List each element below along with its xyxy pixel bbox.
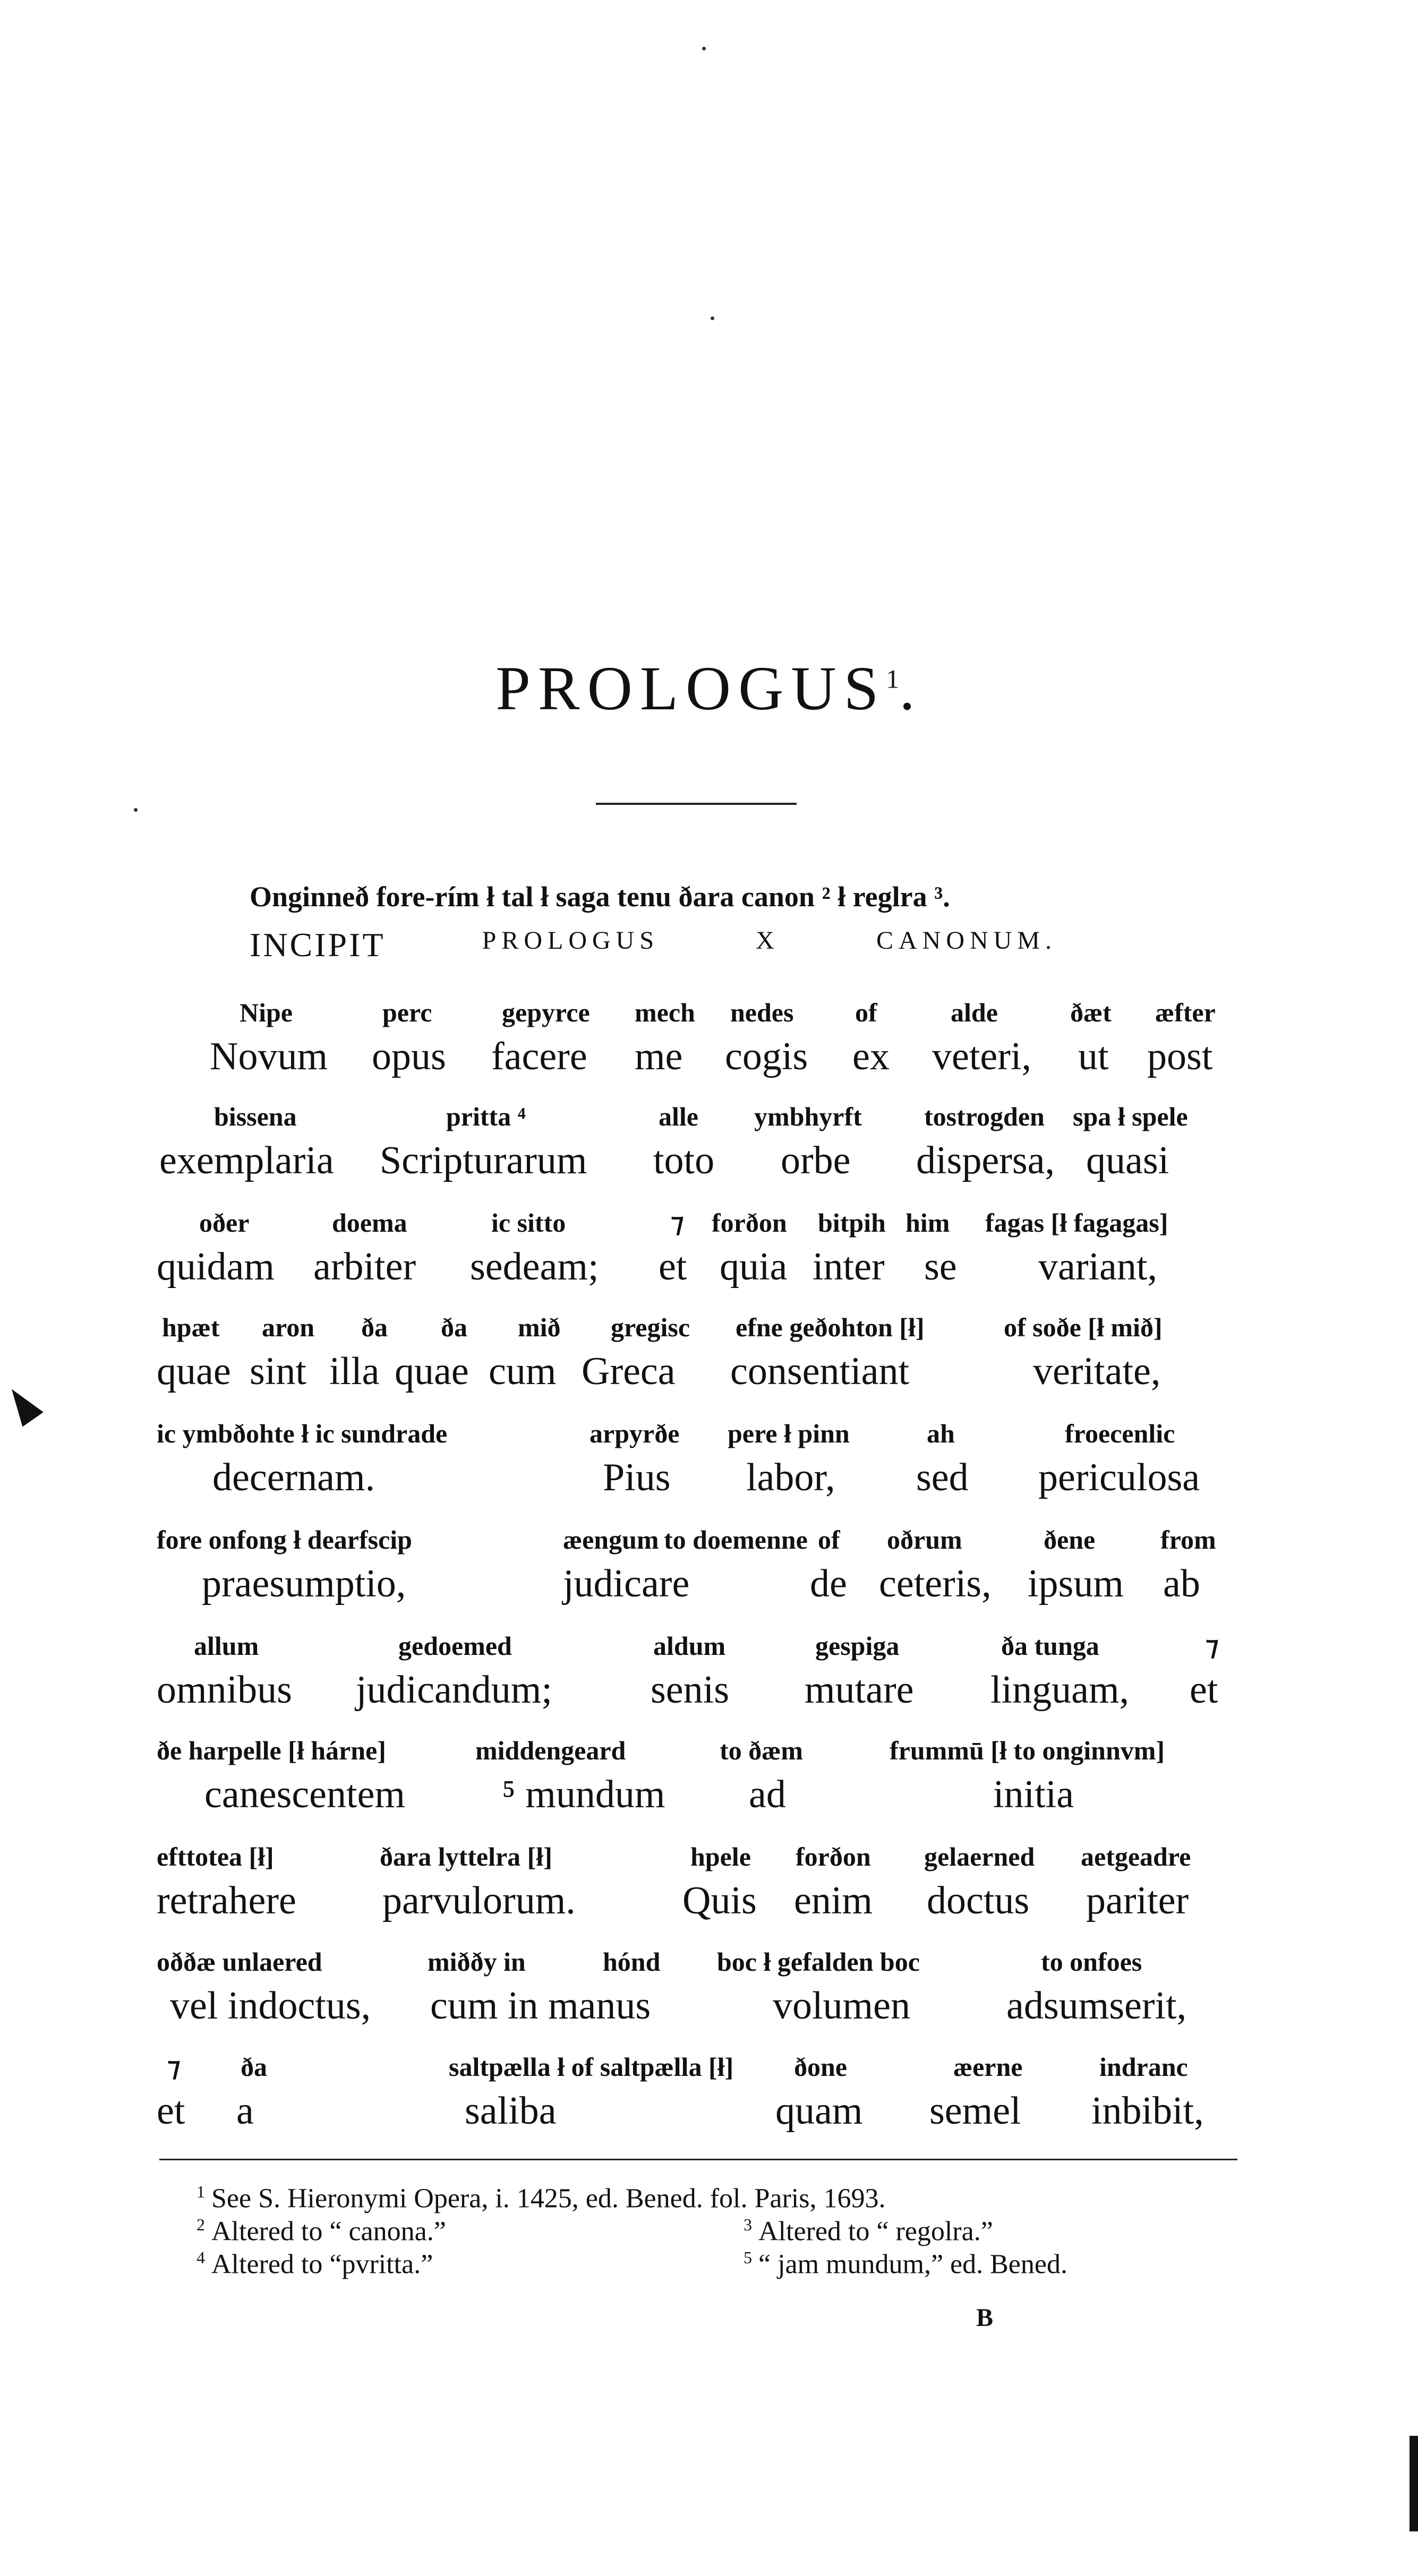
latin-word: ad — [749, 1773, 786, 1816]
gloss-word: ah — [927, 1419, 955, 1448]
gloss-word: from — [1160, 1525, 1216, 1555]
latin-word: judicandum; — [356, 1668, 552, 1712]
gloss-word: efne geðohton [ł] — [736, 1312, 925, 1342]
text-line — [157, 1947, 1235, 2028]
gloss-word: forðon — [796, 1842, 871, 1871]
footnote: $^1$ See S. Hieronymi Opera, i. 1425, ed. Bened. fol. Paris, 1693. — [197, 2182, 886, 2214]
gloss-word: ⁊ — [1206, 1631, 1219, 1661]
latin-word: praesumptio, — [202, 1562, 406, 1605]
latin-word: initia — [993, 1773, 1074, 1816]
latin-word: inter — [813, 1245, 885, 1289]
gloss-word: spa ł spele — [1073, 1102, 1188, 1131]
gloss-word: indranc — [1099, 2052, 1188, 2082]
gloss-word: frummū [ł to onginnvm] — [890, 1736, 1165, 1765]
gloss-word: pritta ⁴ — [446, 1102, 526, 1131]
latin-word: variant, — [1038, 1245, 1157, 1289]
gloss-word: fore onfong ł dearfscip — [157, 1525, 412, 1555]
gloss-word: to doemenne — [664, 1525, 808, 1555]
latin-word: quia — [720, 1245, 788, 1289]
gloss-word: fagas [ł fagagas] — [985, 1208, 1168, 1238]
latin-word: judicare — [563, 1562, 690, 1605]
gloss-word: ðone — [794, 2052, 847, 2082]
latin-word: pariter — [1086, 1879, 1189, 1922]
latin-word: volumen — [773, 1984, 910, 2028]
latin-word: decernam. — [212, 1456, 375, 1499]
text-line — [157, 1208, 1235, 1289]
text-line — [157, 1102, 1235, 1182]
gloss-word: perc — [382, 998, 432, 1027]
latin-word: inbibit, — [1091, 2089, 1204, 2133]
latin-word: ex — [852, 1035, 890, 1078]
latin-word: sint — [250, 1350, 306, 1393]
gloss-word: ðene — [1044, 1525, 1096, 1555]
latin-word: cum — [489, 1350, 557, 1393]
header-word: PROLOGUS — [482, 926, 660, 955]
gloss-word: saltpælla ł of saltpælla [ł] — [449, 2052, 734, 2082]
footnote-line — [197, 2216, 1237, 2249]
latin-word: quidam — [157, 1245, 275, 1289]
gloss-word: hónd — [603, 1947, 661, 1977]
header-latin — [250, 928, 1057, 962]
gloss-word: alle — [659, 1102, 698, 1131]
latin-word: post — [1147, 1035, 1213, 1078]
latin-word: periculosa — [1038, 1456, 1200, 1499]
speck — [702, 47, 706, 50]
footnote-rule — [159, 2159, 1237, 2160]
gloss-word: ðara lyttelra [ł] — [380, 1842, 552, 1871]
gloss-word: hpele — [690, 1842, 751, 1871]
footnote: $^4$ Altered to “pvritta.” — [197, 2248, 433, 2280]
latin-word: consentiant — [730, 1350, 910, 1393]
text-line — [157, 1312, 1235, 1393]
gloss-word: hpæt — [162, 1312, 220, 1342]
latin-word: ut — [1078, 1035, 1109, 1078]
gloss-word: pere ł pinn — [728, 1419, 850, 1448]
latin-word: et — [1190, 1668, 1218, 1712]
gloss-word: oððæ unlaered — [157, 1947, 322, 1977]
latin-word: quae — [157, 1350, 231, 1393]
title-footnote-mark: 1 — [886, 664, 900, 694]
gloss-word: forðon — [712, 1208, 787, 1238]
latin-word: Scripturarum — [380, 1139, 587, 1182]
gloss-word: ða tunga — [1001, 1631, 1099, 1661]
gloss-word: allum — [194, 1631, 259, 1661]
latin-word: a — [236, 2089, 254, 2133]
latin-word: retrahere — [157, 1879, 296, 1922]
latin-word: linguam, — [990, 1668, 1130, 1712]
gloss-word: alde — [951, 998, 998, 1027]
gloss-word: of — [818, 1525, 840, 1555]
header-word: INCIPIT — [250, 926, 386, 964]
latin-word: facere — [491, 1035, 587, 1078]
latin-word: arbiter — [313, 1245, 416, 1289]
latin-word: ceteris, — [879, 1562, 992, 1605]
gloss-word: to ðæm — [720, 1736, 803, 1765]
gloss-word: mið — [518, 1312, 561, 1342]
latin-word: adsumserit, — [1006, 1984, 1187, 2028]
latin-word: labor, — [746, 1456, 835, 1499]
gloss-word: froecenlic — [1065, 1419, 1175, 1448]
latin-word: ab — [1163, 1562, 1200, 1605]
speck — [134, 808, 138, 812]
latin-word: quasi — [1086, 1139, 1169, 1182]
speck — [711, 316, 714, 320]
header-gloss: Onginneð fore-rím ł tal ł saga tenu ðara canon ² ł reglra ³. — [250, 881, 950, 913]
footnote-line — [197, 2249, 1237, 2282]
latin-word: veritate, — [1033, 1350, 1161, 1393]
text-line — [157, 2052, 1235, 2133]
latin-word: dispersa, — [916, 1139, 1055, 1182]
gloss-word: æfter — [1155, 998, 1216, 1027]
latin-word: toto — [653, 1139, 715, 1182]
latin-word: opus — [372, 1035, 446, 1078]
gloss-word: nedes — [730, 998, 794, 1027]
latin-word: quae — [395, 1350, 469, 1393]
gloss-word: ⁊ — [167, 2052, 181, 2082]
latin-word: et — [659, 1245, 687, 1289]
latin-word: orbe — [781, 1139, 851, 1182]
page-title: PROLOGUS$^1$. — [496, 654, 922, 723]
gloss-word: ic sitto — [491, 1208, 566, 1238]
latin-word: sed — [916, 1456, 969, 1499]
latin-word: mutare — [805, 1668, 914, 1712]
footnote: $^3$ Altered to “ regolra.” — [744, 2215, 993, 2247]
gloss-word: æerne — [953, 2052, 1023, 2082]
gloss-word: ðe harpelle [ł hárne] — [157, 1736, 386, 1765]
gloss-word: bissena — [214, 1102, 297, 1131]
latin-word: senis — [651, 1668, 729, 1712]
footnote: $^2$ Altered to “ canona.” — [197, 2215, 446, 2247]
gloss-word: oðer — [199, 1208, 250, 1238]
gloss-word: ða — [241, 2052, 267, 2082]
latin-word: saliba — [465, 2089, 557, 2133]
latin-word: Greca — [582, 1350, 676, 1393]
latin-word: canescentem — [204, 1773, 405, 1816]
footnote-line — [197, 2183, 1237, 2216]
gloss-word: boc ł gefalden boc — [717, 1947, 920, 1977]
latin-word: me — [635, 1035, 683, 1078]
text-line — [157, 1631, 1235, 1712]
gloss-word: bitpih — [818, 1208, 886, 1238]
latin-word: Quis — [682, 1879, 757, 1922]
gloss-word: him — [906, 1208, 950, 1238]
title-rule — [596, 803, 797, 805]
latin-word: quam — [775, 2089, 863, 2133]
gloss-word: arpyrðe — [590, 1419, 680, 1448]
footnotes — [197, 2183, 1237, 2282]
gloss-word: gepyrce — [502, 998, 590, 1027]
latin-word: cogis — [725, 1035, 808, 1078]
latin-word: parvulorum. — [382, 1879, 576, 1922]
gloss-word: oðrum — [887, 1525, 962, 1555]
latin-word: semel — [929, 2089, 1021, 2133]
gloss-word: ⁊ — [671, 1208, 684, 1238]
text-line — [157, 1842, 1235, 1922]
latin-word: Novum — [210, 1035, 328, 1078]
gloss-word: ymbhyrft — [754, 1102, 862, 1131]
gloss-word: mech — [635, 998, 695, 1027]
latin-word: enim — [794, 1879, 873, 1922]
gloss-word: ða — [441, 1312, 467, 1342]
latin-word: ipsum — [1028, 1562, 1124, 1605]
latin-word: et — [157, 2089, 185, 2133]
gloss-word: aldum — [653, 1631, 726, 1661]
latin-word: exemplaria — [159, 1139, 334, 1182]
gloss-word: gedoemed — [398, 1631, 512, 1661]
gloss-word: to onfoes — [1041, 1947, 1142, 1977]
latin-word: se — [924, 1245, 957, 1289]
gloss-word: efttotea [ł] — [157, 1842, 274, 1871]
text-line — [157, 1525, 1235, 1605]
gloss-word: middengeard — [475, 1736, 626, 1765]
latin-word: sedeam; — [470, 1245, 599, 1289]
latin-word: doctus — [927, 1879, 1030, 1922]
gloss-word: tostrogden — [924, 1102, 1045, 1131]
gloss-word: ðæt — [1070, 998, 1112, 1027]
text-line — [157, 1736, 1235, 1816]
latin-word: omnibus — [157, 1668, 292, 1712]
gloss-word: aron — [262, 1312, 315, 1342]
gloss-word: ic ymbðohte ł ic sundrade — [157, 1419, 448, 1448]
latin-word: cum in manus — [430, 1984, 651, 2028]
gloss-word: Nipe — [240, 998, 293, 1027]
latin-word: illa — [329, 1350, 380, 1393]
latin-word: vel indoctus, — [170, 1984, 371, 2028]
text-line — [157, 998, 1235, 1078]
gloss-word: gelaerned — [924, 1842, 1035, 1871]
gloss-word: doema — [332, 1208, 407, 1238]
page-edge-mark — [1410, 2436, 1418, 2531]
gloss-word: æengum — [563, 1525, 659, 1555]
gloss-word: aetgeadre — [1081, 1842, 1191, 1871]
gloss-word: gregisc — [611, 1312, 690, 1342]
latin-word: veteri, — [932, 1035, 1031, 1078]
gloss-word: of soðe [ł mið] — [1004, 1312, 1163, 1342]
margin-mark-icon — [1, 1382, 43, 1427]
gloss-word: ða — [361, 1312, 388, 1342]
latin-word: de — [810, 1562, 847, 1605]
header-word: CANONUM. — [876, 926, 1057, 955]
gloss-word: of — [855, 998, 877, 1027]
signature-mark: B — [976, 2304, 995, 2332]
header-word: X — [756, 926, 780, 955]
latin-word: Pius — [603, 1456, 671, 1499]
gloss-word: gespiga — [815, 1631, 900, 1661]
text-line — [157, 1419, 1235, 1499]
gloss-word: miððy in — [428, 1947, 526, 1977]
latin-word: ⁵ mundum — [502, 1773, 665, 1816]
footnote: $^5$ “ jam mundum,” ed. Bened. — [744, 2248, 1067, 2280]
